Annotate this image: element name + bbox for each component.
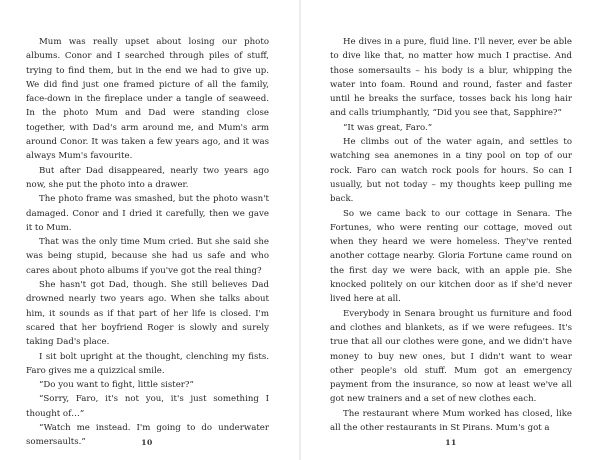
paragraph: Mum was really upset about losing our photo albums. Conor and I searched through piles of stuff, trying to find them, but in the end we had to give up. We did find just one framed picture of all the family, face-down in the fireplace under a tangle of seaweed. In the photo Mum and Dad were standing close together, with Dad's arm around me, and Mum's arm around Conor. It was taken a few years ago, and it was always Mum's favourite. (26, 37, 269, 162)
right-page (330, 35, 572, 435)
page-number-right: 11 (445, 438, 457, 447)
left-page (26, 35, 269, 450)
paragraph: He dives in a pure, fluid line. I'll never, ever be able to dive like that, no matter how much I practise. And those somersaults – his body is a blur, whipping the water into foam. Round and round, faster and faster until he breaks the surface, tosses back his long hair and calls triumphantly, “Did you see that, Sapphire?” (330, 37, 572, 119)
paragraph: He climbs out of the water again, and settles to watching sea anemones in a tiny pool on top of our rock. Faro can watch rock pools for hours. So can I usually, but not today – my thoughts keep pulling me back. (330, 137, 572, 205)
paragraph: She hasn't got Dad, though. She still believes Dad drowned nearly two years ago. When she talks about him, it sounds as if that part of her life is closed. I'm scared that her boyfriend Roger is slowly and surely taking Dad's place. (26, 280, 269, 348)
paragraph: That was the only time Mum cried. But she said she was being stupid, because she had us safe and who cares about photo albums if you've got the real thing? (26, 237, 269, 276)
paragraph: “It was great, Faro.” (343, 122, 433, 133)
page-number-left: 10 (141, 438, 153, 447)
paragraph: “Do you want to fight, little sister?” (39, 380, 194, 391)
paragraph: But after Dad disappeared, nearly two years ago now, she put the photo into a drawer. (26, 165, 269, 190)
paragraph: The restaurant where Mum worked has closed, like all the other restaurants in St Pirans. Mum's got a (330, 408, 572, 434)
paragraph: So we came back to our cottage in Senara. The Fortunes, who were renting our cottage, moved out when they heard we were homeless. They've rented another cottage nearby. Gloria Fortune came round on the first day we were back, with an apple pie. She knocked politely on our kitchen door as if she'd never lived here at all. (330, 208, 572, 305)
paragraph: The photo frame was smashed, but the photo wasn't damaged. Conor and I dried it carefully, then we gave it to Mum. (26, 194, 269, 233)
paragraph: Everybody in Senara brought us furniture and food and clothes and blankets, as if we were refugees. It's true that all our clothes were gone, and we didn't have money to buy new ones, but I didn't want to wear other people's old stuff. Mum got an emergency payment from the insurance, so now at least we've all got new trainers and a set of new clothes each. (330, 308, 572, 405)
paragraph: I sit bolt upright at the thought, clenching my fists. Faro gives me a quizzical smile. (26, 351, 269, 376)
paragraph: “Sorry, Faro, it's not you, it's just something I thought of…” (26, 394, 269, 419)
book-gutter (299, 0, 301, 460)
paragraph: “Watch me instead. I'm going to do underwater somersaults.” (26, 423, 269, 448)
